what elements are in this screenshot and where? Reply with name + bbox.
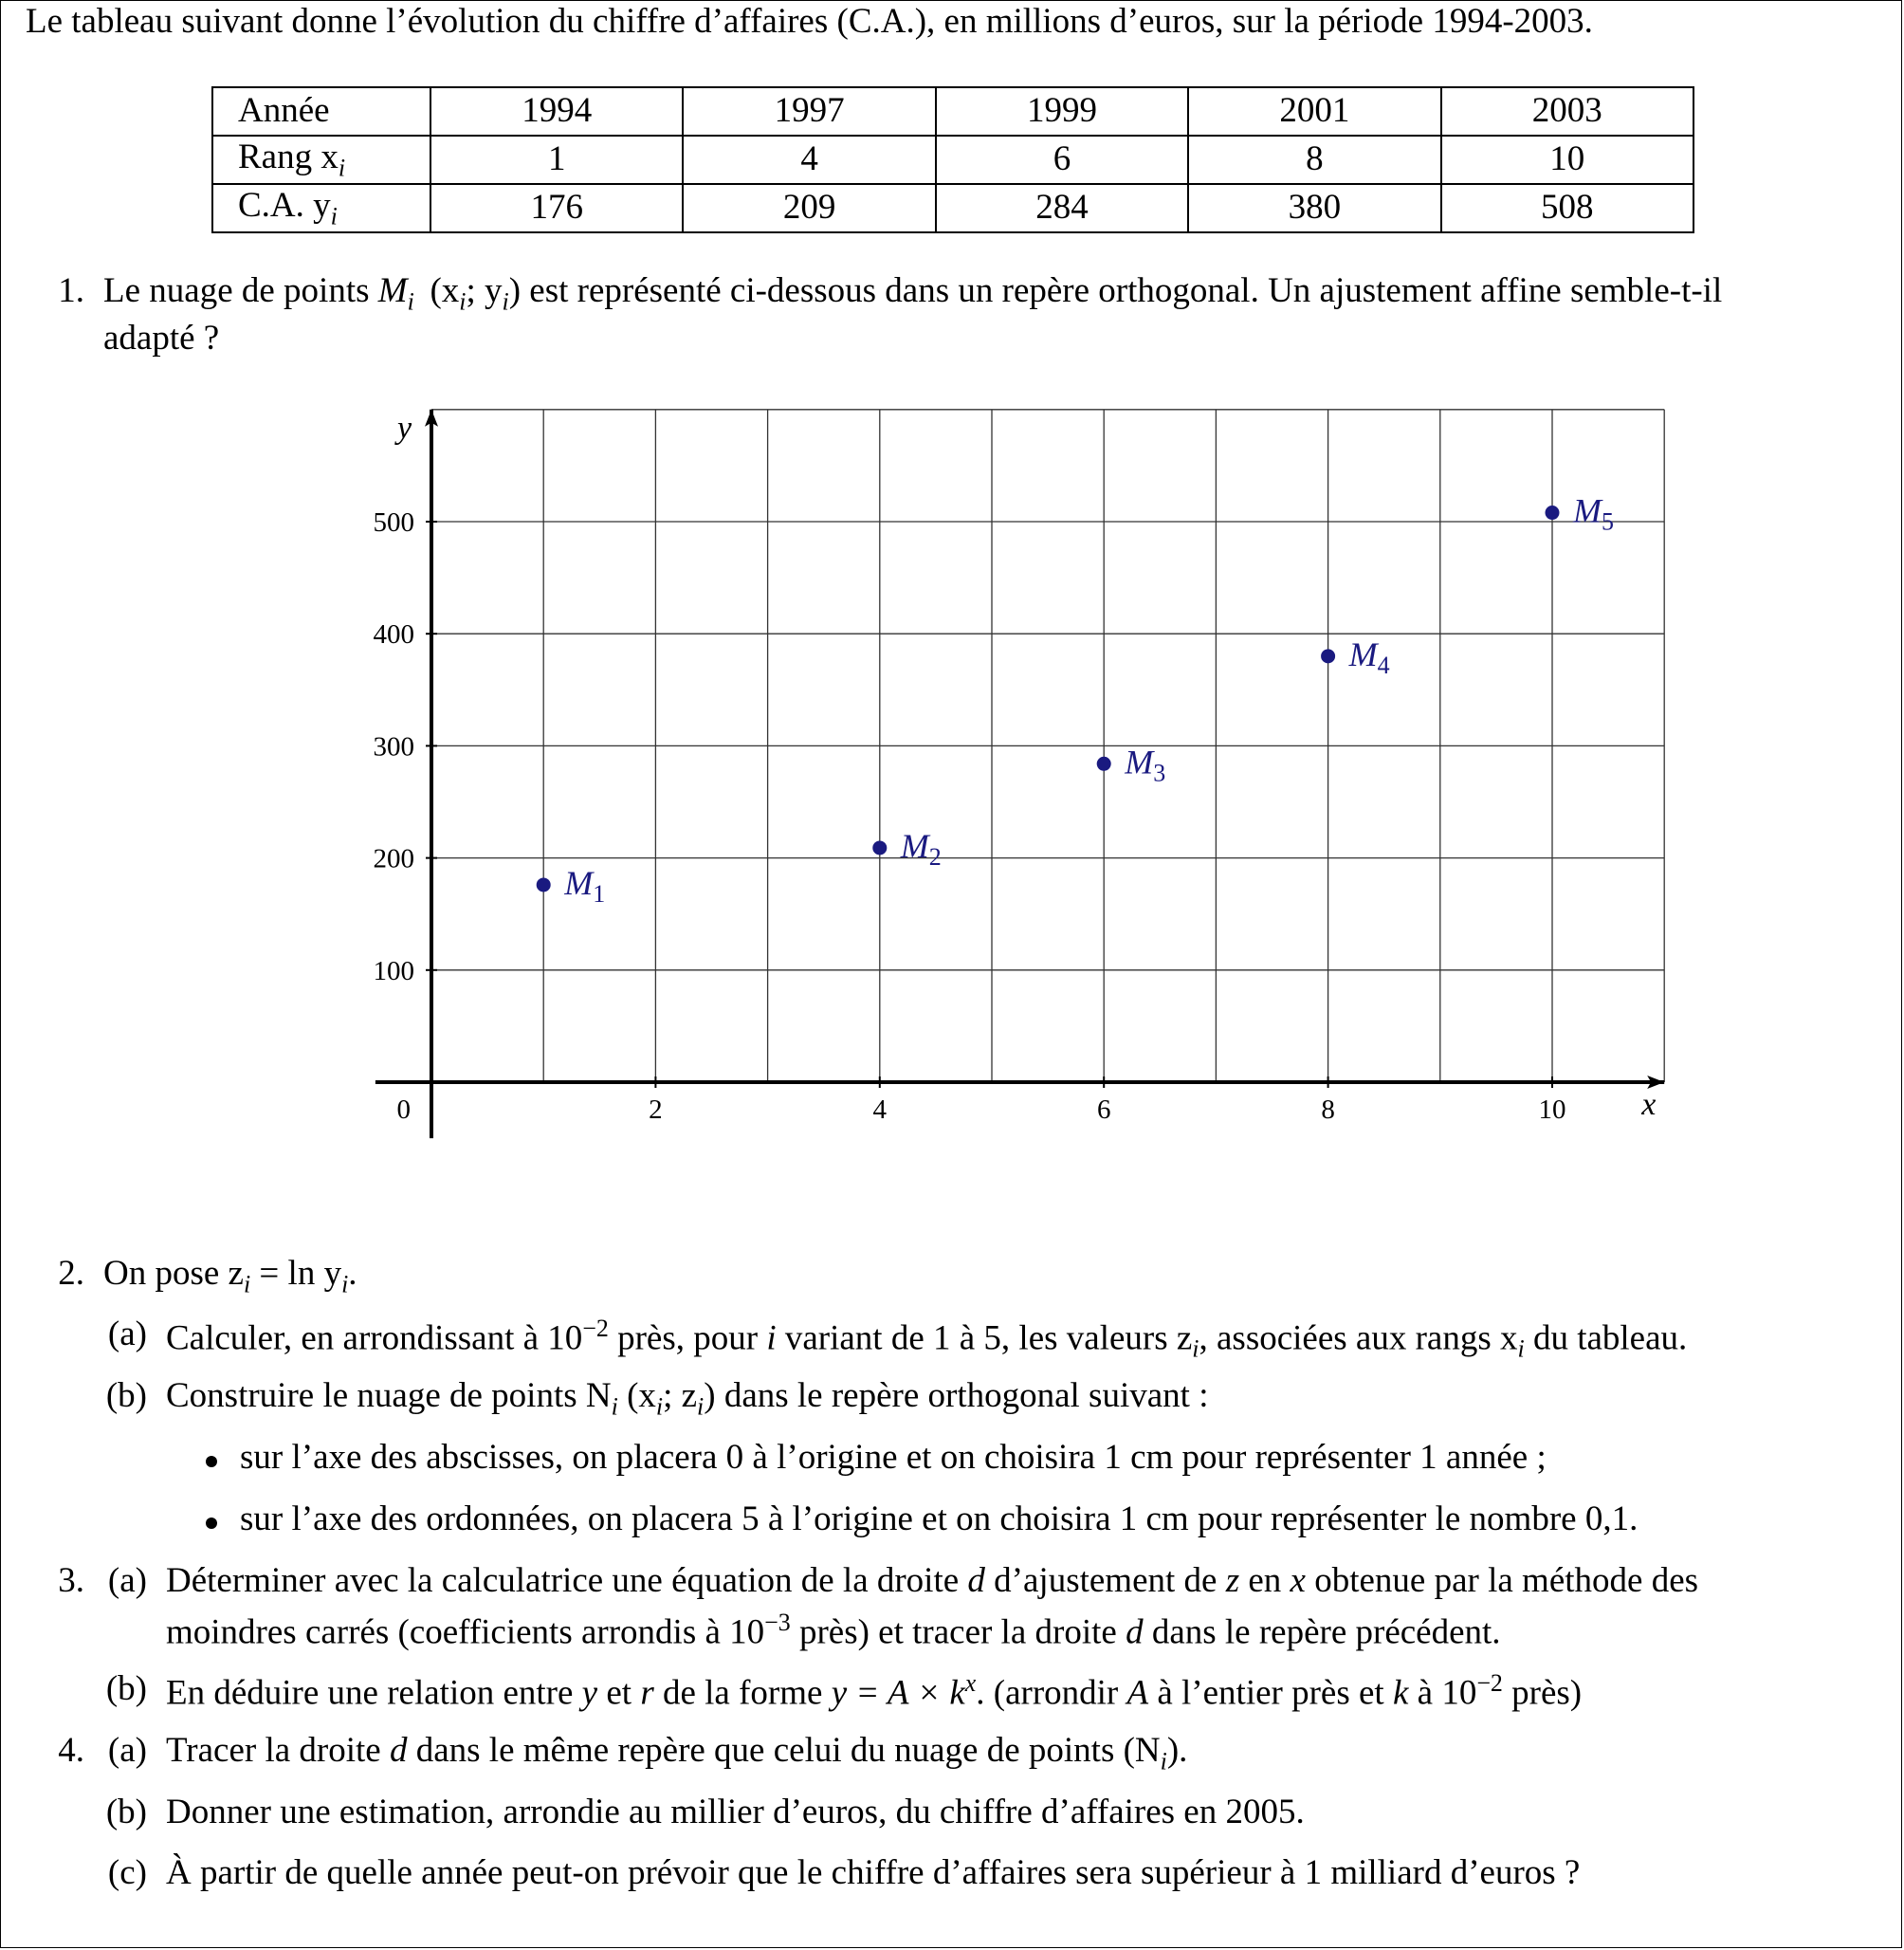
table-header-year: Année	[212, 87, 430, 136]
table-cell: 1	[430, 136, 683, 184]
x-tick-label: 2	[649, 1095, 663, 1125]
point-label: $M_2$	[900, 826, 942, 871]
sub-question-label: (a)	[107, 1561, 147, 1600]
table-cell: 1997	[683, 87, 935, 136]
sub-question-label: (b)	[105, 1793, 147, 1831]
y-tick-label: 300	[373, 731, 414, 763]
bullet-icon	[206, 1456, 217, 1467]
point-label: $M_1$	[564, 863, 606, 908]
table-cell: 176	[430, 184, 683, 232]
question-3b-text: En déduire une relation entre y et r de la forme $y = A \times k^x$. (arrondir A à l’entier près et k à $10^{-2}$ près)	[166, 1669, 1583, 1713]
sub-question-label: (a)	[107, 1731, 147, 1770]
x-tick-label: 4	[872, 1095, 888, 1125]
point-label: $M_4$	[1348, 635, 1390, 679]
question-2a-text: Calculer, en arrondissant à $10^{-2}$ près, pour i variant de 1 à 5, les valeurs $z_i$, associées aux rangs $x_i$ du tableau.	[166, 1315, 1688, 1363]
table-cell: 2001	[1188, 87, 1440, 136]
x-axis-label: x	[1641, 1087, 1657, 1122]
question-number: 4.	[58, 1731, 84, 1770]
question-4b-text: Donner une estimation, arrondie au millier d’euros, du chiffre d’affaires en 2005.	[166, 1793, 1305, 1831]
table-cell: 4	[683, 136, 935, 184]
data-table	[211, 86, 1694, 233]
question-number: 3.	[58, 1561, 84, 1600]
y-tick-label: 100	[373, 955, 414, 986]
question-number: 2.	[58, 1254, 84, 1293]
point-label: $M_3$	[1125, 743, 1166, 787]
table-header-ca: C.A. $y_i$	[212, 184, 430, 232]
sub-question-label: (a)	[107, 1315, 147, 1353]
y-tick-label: 400	[373, 619, 414, 651]
y-tick-label: 500	[373, 507, 414, 538]
question-2b-bullet-2: sur l’axe des ordonnées, on placera 5 à l’origine et on choisira 1 cm pour représenter le nombre 0,1.	[240, 1499, 1639, 1538]
question-number: 1.	[58, 271, 84, 310]
sub-question-label: (b)	[105, 1376, 147, 1415]
y-axis-label: y	[397, 410, 412, 446]
table-cell: 1999	[936, 87, 1188, 136]
point-label: $M_5$	[1573, 491, 1614, 536]
question-1-text-line2: adapté ?	[103, 319, 220, 358]
question-2-text: On pose $z_i = \ln y_i$.	[103, 1254, 357, 1298]
question-3a-text-line2: moindres carrés (coefficients arrondis à $10^{-3}$ près) et tracer la droite d dans le repère précédent.	[166, 1609, 1501, 1652]
table-cell: 508	[1441, 184, 1693, 232]
question-2b-text: Construire le nuage de points $N_i$ ($x_i$; $z_i$) dans le repère orthogonal suivant :	[166, 1376, 1209, 1421]
question-3a-text: Déterminer avec la calculatrice une équation de la droite d d’ajustement de z en x obtenue par la méthode des	[166, 1561, 1699, 1600]
table-row	[212, 184, 1693, 232]
intro-text: Le tableau suivant donne l’évolution du chiffre d’affaires (C.A.), en millions d’euros, sur la période 1994-2003.	[26, 2, 1593, 41]
data-point	[537, 877, 551, 892]
bullet-icon	[206, 1518, 217, 1529]
table-row	[212, 87, 1693, 136]
origin-label: 0	[396, 1095, 411, 1125]
table-row	[212, 136, 1693, 184]
table-cell: 6	[936, 136, 1188, 184]
data-point	[1546, 506, 1560, 520]
x-tick-label: 10	[1538, 1095, 1566, 1125]
table-cell: 209	[683, 184, 935, 232]
x-tick-label: 8	[1321, 1095, 1335, 1125]
data-point	[1097, 757, 1111, 771]
data-point	[872, 840, 887, 855]
table-cell: 10	[1441, 136, 1693, 184]
question-1-text: Le nuage de points $M_i$ ($x_i$; $y_i$) est représenté ci-dessous dans un repère orthogonal. Un ajustement affine semble-t-il	[103, 271, 1723, 316]
table-cell: 284	[936, 184, 1188, 232]
question-2b-bullet-1: sur l’axe des abscisses, on placera 0 à l’origine et on choisira 1 cm pour représenter 1 année ;	[240, 1438, 1547, 1477]
table-cell: 2003	[1441, 87, 1693, 136]
table-header-rank: Rang $x_i$	[212, 136, 430, 184]
question-4c-text: À partir de quelle année peut-on prévoir que le chiffre d’affaires sera supérieur à 1 milliard d’euros ?	[166, 1853, 1581, 1892]
table-cell: 8	[1188, 136, 1440, 184]
x-tick-label: 6	[1096, 1095, 1111, 1125]
table-cell: 1994	[430, 87, 683, 136]
sub-question-label: (b)	[105, 1669, 147, 1708]
y-tick-label: 200	[373, 843, 414, 874]
table-cell: 380	[1188, 184, 1440, 232]
data-point	[1321, 649, 1335, 663]
question-4a-text: Tracer la droite d dans le même repère que celui du nuage de points $(N_i)$.	[166, 1731, 1188, 1775]
sub-question-label: (c)	[107, 1853, 147, 1892]
